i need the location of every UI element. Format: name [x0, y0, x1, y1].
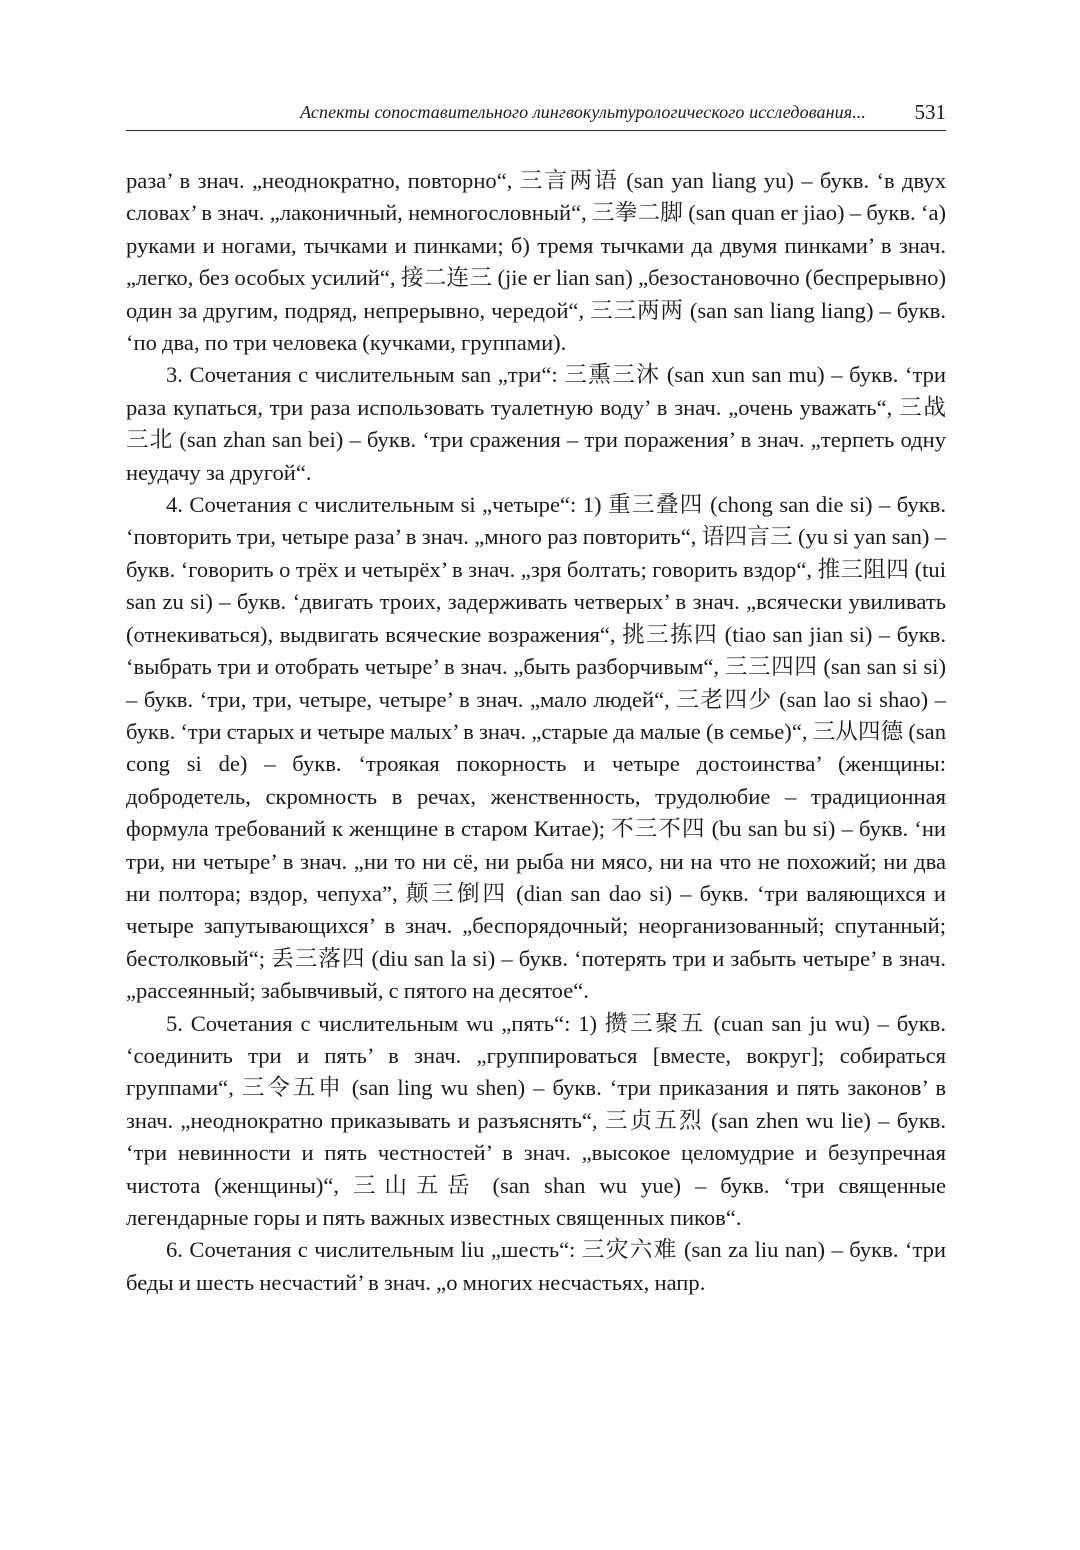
- paragraph: 5. Сочетания с числительным wu „пять“: 1) 攒三聚五 (cuan san ju wu) – букв. ‘соединить три и пять’ в знач. „группироваться [вместе, вокруг]; собираться группами“, 三令五申 (san ling wu shen) – букв. ‘три приказания и пять законов’ в знач. „неоднократно приказывать и разъяснять“, 三贞五烈 (san zhen wu lie) – букв. ‘три невинности и пять честностей’ в знач. „высокое целомудрие и безупречная чистота (женщины)“, 三山五岳 (san shan wu yue) – букв. ‘три священные легендарные горы и пять важных известных священных пиков“.: [126, 1010, 946, 1230]
- paragraph: 4. Сочетания с числительным si „четыре“: 1) 重三叠四 (chong san die si) – букв. ‘повторить три, четыре раза’ в знач. „много раз повторить“, 语四言三 (yu si yan san) – букв. ‘говорить о трёх и четырёх’ в знач. „зря болтать; говорить вздор“, 推三阻四 (tui san zu si) – букв. ‘двигать троих, задерживать четверых’ в знач. „всячески увиливать (отнекиваться), выдвигать всяческие возражения“, 挑三拣四 (tiao san jian si) – букв. ‘выбрать три и отобрать четыре’ в знач. „быть разборчивым“, 三三四四 (san san si si) – букв. ‘три, три, четыре, четыре’ в знач. „мало людей“, 三老四少 (san lao si shao) – букв. ‘три старых и четыре малых’ в знач. „старые да малые (в семье)“, 三从四德 (san cong si de) – букв. ‘троякая покорность и четыре достоинства’ (женщины: добродетель, скромность в речах, женственность, трудолюбие – традиционная формула требований к женщине в старом Китае); 不三不四 (bu san bu si) – букв. ‘ни три, ни четыре’ в знач. „ни то ни сё, ни рыба ни мясо, ни на что не похожий; ни два ни полтора; вздор, чепуха”, 颠三倒四 (dian san dao si) – букв. ‘три валяющихся и четыре запутывающихся’ в знач. „беспорядочный; неорганизованный; спутанный; бестолковый“; 丢三落四 (diu san la si) – букв. ‘потерять три и забыть четыре’ в знач. „рассеянный; забывчивый, с пятого на десятое“.: [126, 492, 946, 1004]
- page-number: 531: [914, 100, 946, 124]
- body-text: [126, 165, 946, 1299]
- paragraph: 6. Сочетания с числительным liu „шесть“: 三灾六难 (san za liu nan) – букв. ‘три беды и шесть несчастий’ в знач. „о многих несчастьях, напр.: [126, 1237, 946, 1295]
- paragraph: 3. Сочетания с числительным san „три“: 三熏三沐 (san xun san mu) – букв. ‘три раза купаться, три раза использовать туалетную воду’ в знач. „очень уважать“, 三战三北 (san zhan san bei) – букв. ‘три сражения – три поражения’ в знач. „терпеть одну неудачу за другой“.: [126, 362, 946, 485]
- paragraph: раза’ в знач. „неоднократно, повторно“, 三言两语 (san yan liang yu) – букв. ‘в двух словах’ в знач. „лаконичный, немногословный“, 三拳二脚 (san quan er jiao) – букв. ‘а) руками и ногами, тычками и пинками; б) тремя тычками да двумя пинками’ в знач. „легко, без особых усилий“, 接二连三 (jie er lian san) „безостановочно (беспрерывно) один за другим, подряд, непрерывно, чередой“, 三三两两 (san san liang liang) – букв. ‘по два, по три человека (кучками, группами).: [126, 168, 946, 356]
- running-header: [126, 100, 946, 131]
- running-title: Аспекты сопоставительного лингвокультурологического исследования...: [300, 102, 866, 122]
